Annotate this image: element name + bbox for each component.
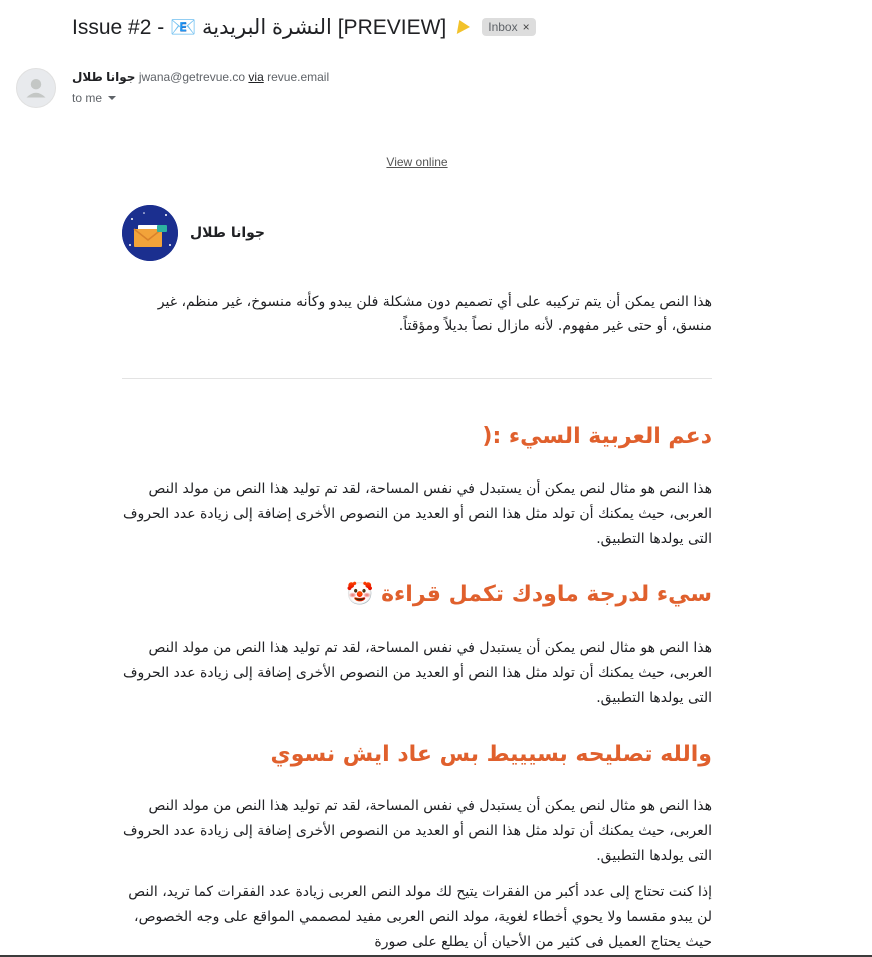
sender-name[interactable]: جوانا طلال — [72, 70, 136, 84]
section-2-title: سيء لدرجة ماودك تكمل قراءة 🤡 — [346, 582, 712, 607]
show-details-chevron-down-icon[interactable] — [108, 96, 116, 100]
section-1-title: دعم العربية السيء :( — [482, 424, 712, 449]
view-online-link[interactable]: View online — [386, 155, 448, 169]
newsletter-logo — [122, 205, 178, 261]
section-3 — [122, 740, 712, 770]
email-subject: Issue #2 - 📧 النشرة البريدية [PREVIEW] — [72, 15, 447, 39]
section-1 — [122, 422, 712, 452]
section-1-body-wrap — [122, 477, 712, 552]
view-online-row — [0, 155, 834, 169]
via-domain: revue.email — [267, 70, 330, 84]
remove-label-icon[interactable]: × — [522, 20, 530, 34]
section-2 — [122, 580, 712, 610]
sender-avatar[interactable] — [16, 68, 56, 108]
section-1-body: هذا النص هو مثال لنص يمكن أن يستبدل في نفس المساحة، لقد تم توليد هذا النص من مولد النص العربى، حيث يمكنك أن تولد مثل هذا النص أو العديد من النصوص الأخرى إضافة إلى زيادة عدد الحروف التى يولدها التطبيق. — [122, 481, 712, 547]
section-3-title: والله تصليحه بسيييط بس عاد ايش نسوي — [270, 742, 712, 767]
inbox-label[interactable] — [482, 18, 535, 36]
sender-email: jwana@getrevue.co — [138, 70, 246, 84]
section-3-body: هذا النص هو مثال لنص يمكن أن يستبدل في نفس المساحة، لقد تم توليد هذا النص من مولد النص العربى، حيث يمكنك أن تولد مثل هذا النص أو العديد من النصوص الأخرى إضافة إلى زيادة عدد الحروف التى يولدها التطبيق. — [122, 798, 712, 864]
newsletter-brand — [122, 205, 265, 261]
inbox-label-text: Inbox — [488, 20, 518, 34]
section-3-extra: إذا كنت تحتاج إلى عدد أكبر من الفقرات يتيح لك مولد النص العربى زيادة عدد الفقرات كما تريد، النص لن يبدو مقسما ولا يحوي أخطاء لغوية، مولد النص العربى مفيد لمصممي المواقع على وجه الخصوص، حيث يحتاج العميل فى كثير من الأحيان أن يطلع على صورة — [128, 884, 712, 950]
section-3-extra-wrap — [122, 880, 712, 955]
recipient-text: to me — [72, 91, 103, 105]
section-3-body-wrap — [122, 794, 712, 869]
envelope-logo-icon — [122, 205, 178, 261]
recipient-line — [72, 91, 116, 105]
brand-name: جوانا طلال — [190, 225, 266, 241]
section-2-body: هذا النص هو مثال لنص يمكن أن يستبدل في نفس المساحة، لقد تم توليد هذا النص من مولد النص العربى، حيث يمكنك أن تولد مثل هذا النص أو العديد من النصوص الأخرى إضافة إلى زيادة عدد الحروف التى يولدها التطبيق. — [122, 640, 712, 706]
subject-row — [72, 12, 536, 42]
intro-paragraph: هذا النص يمكن أن يتم تركيبه على أي تصميم دون مشكلة فلن يبدو وكأنه منسوخ، غير منظم، غير منسق، أو حتى غير مفهوم. لأنه مازال نصاً بديلاً ومؤقتاً. — [157, 294, 712, 334]
default-avatar-icon — [17, 68, 55, 108]
section-2-body-wrap — [122, 636, 712, 711]
importance-marker-icon[interactable] — [457, 20, 471, 34]
divider — [122, 378, 712, 379]
sender-line — [72, 70, 329, 84]
via-link[interactable]: via — [248, 70, 264, 84]
